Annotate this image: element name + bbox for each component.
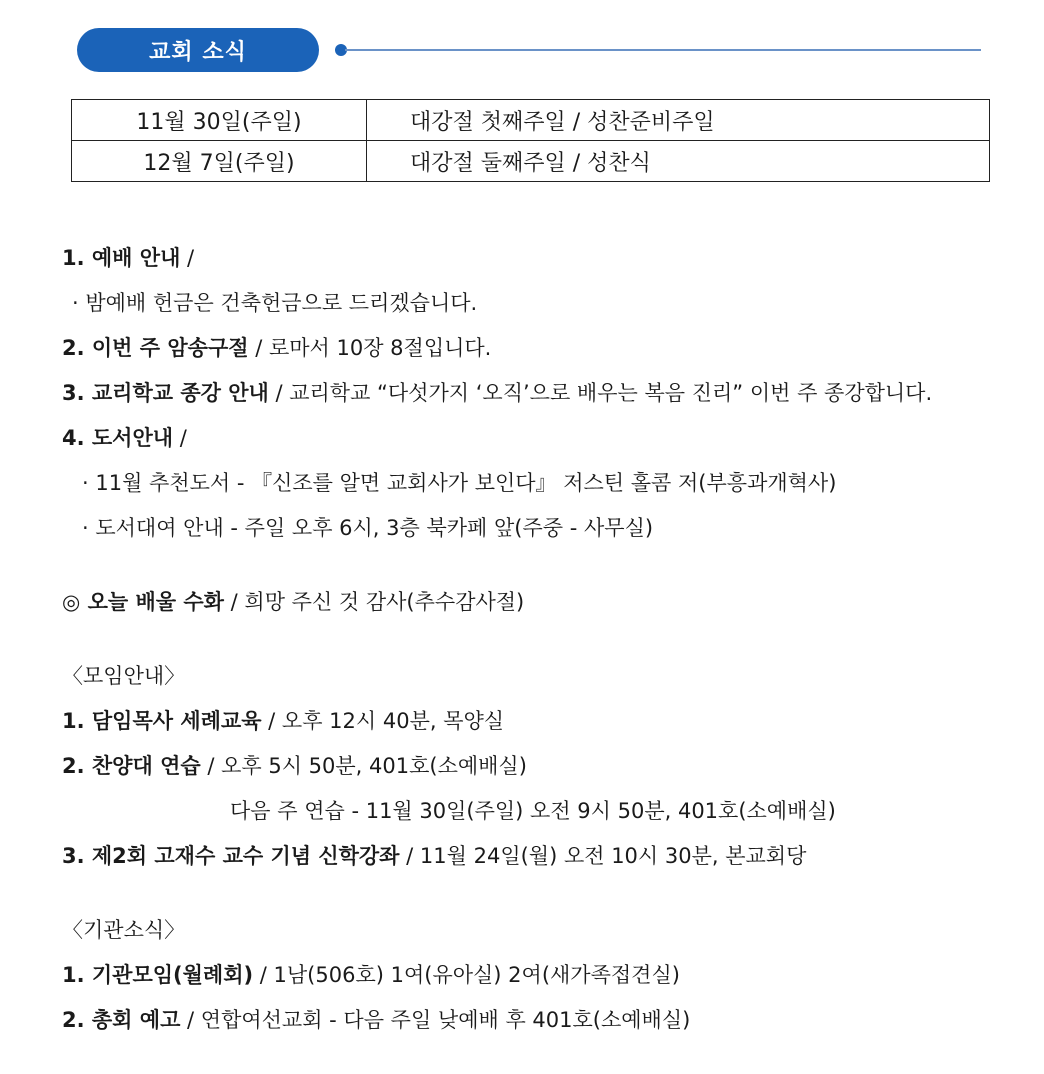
worship-heading [62,236,1022,281]
doctrine-text: / 교리학교 “다섯가지 ‘오직’으로 배우는 복음 진리” 이번 주 종강합니다. [268,381,933,405]
institutions-heading: 〈기관소식〉 [62,918,186,942]
worship-bullet: · 밤예배 헌금은 건축헌금으로 드리겠습니다. [72,291,478,315]
memory-verse [62,326,1022,371]
memory-title: 2. 이번 주 암송구절 [62,336,249,360]
memory-text: / 로마서 10장 8절입니다. [248,336,492,360]
schedule-desc: 대강절 첫째주일 / 성찬준비주일 [367,100,990,141]
books-bullet: · 도서대여 안내 - 주일 오후 6시, 3층 북카페 앞(주중 - 사무실) [82,516,654,540]
doctrine-notice [62,371,1022,416]
schedule-row [72,100,990,141]
section-title: 교회 소식 [77,28,319,72]
meeting-item [62,834,1022,879]
hymn-line [62,580,1022,625]
institution-text: / 1남(506호) 1여(유아실) 2여(새가족접견실) [253,963,680,987]
institution-item [62,998,1022,1043]
institution-title: 1. 기관모임(월례회) [62,963,254,987]
meetings-heading: 〈모임안내〉 [62,664,186,688]
books-heading [62,416,1022,461]
hymn-label: ◎ 오늘 배울 수화 [62,590,224,614]
schedule-desc: 대강절 둘째주일 / 성찬식 [367,141,990,182]
worship-sep: / [180,246,195,270]
meeting-item [62,699,1022,744]
books-sep: / [173,426,187,450]
meeting-title: 1. 담임목사 세례교육 [62,709,262,733]
institution-item [62,953,1022,998]
schedule-date: 12월 7일(주일) [72,141,367,182]
books-bullet: · 11월 추천도서 - 『신조를 알면 교회사가 보인다』 저스틴 홀콤 저(부흥과개혁사) [82,471,837,495]
meeting-item [62,744,1022,789]
meeting-text: / 11월 24일(월) 오전 10시 30분, 본교회당 [399,844,807,868]
doctrine-title: 3. 교리학교 종강 안내 [62,381,269,405]
meeting-title: 3. 제2회 고재수 교수 기념 신학강좌 [62,844,400,868]
meeting-title: 2. 찬양대 연습 [62,754,201,778]
section-header [77,28,982,72]
hymn-text: / 희망 주신 것 감사(추수감사절) [223,590,525,614]
meeting-text: / 오후 12시 40분, 목양실 [261,709,505,733]
schedule-table [71,99,990,182]
schedule-row [72,141,990,182]
books-title: 4. 도서안내 [62,426,174,450]
meeting-text: / 오후 5시 50분, 401호(소예배실) [200,754,527,778]
header-rule [345,49,981,51]
worship-title: 1. 예배 안내 [62,246,181,270]
institution-text: / 연합여선교회 - 다음 주일 낮예배 후 401호(소예배실) [180,1008,691,1032]
schedule-date: 11월 30일(주일) [72,100,367,141]
meeting-next: 다음 주 연습 - 11월 30일(주일) 오전 9시 50분, 401호(소예배실) [230,799,836,823]
announcements [62,236,1022,1043]
institution-title: 2. 총회 예고 [62,1008,181,1032]
